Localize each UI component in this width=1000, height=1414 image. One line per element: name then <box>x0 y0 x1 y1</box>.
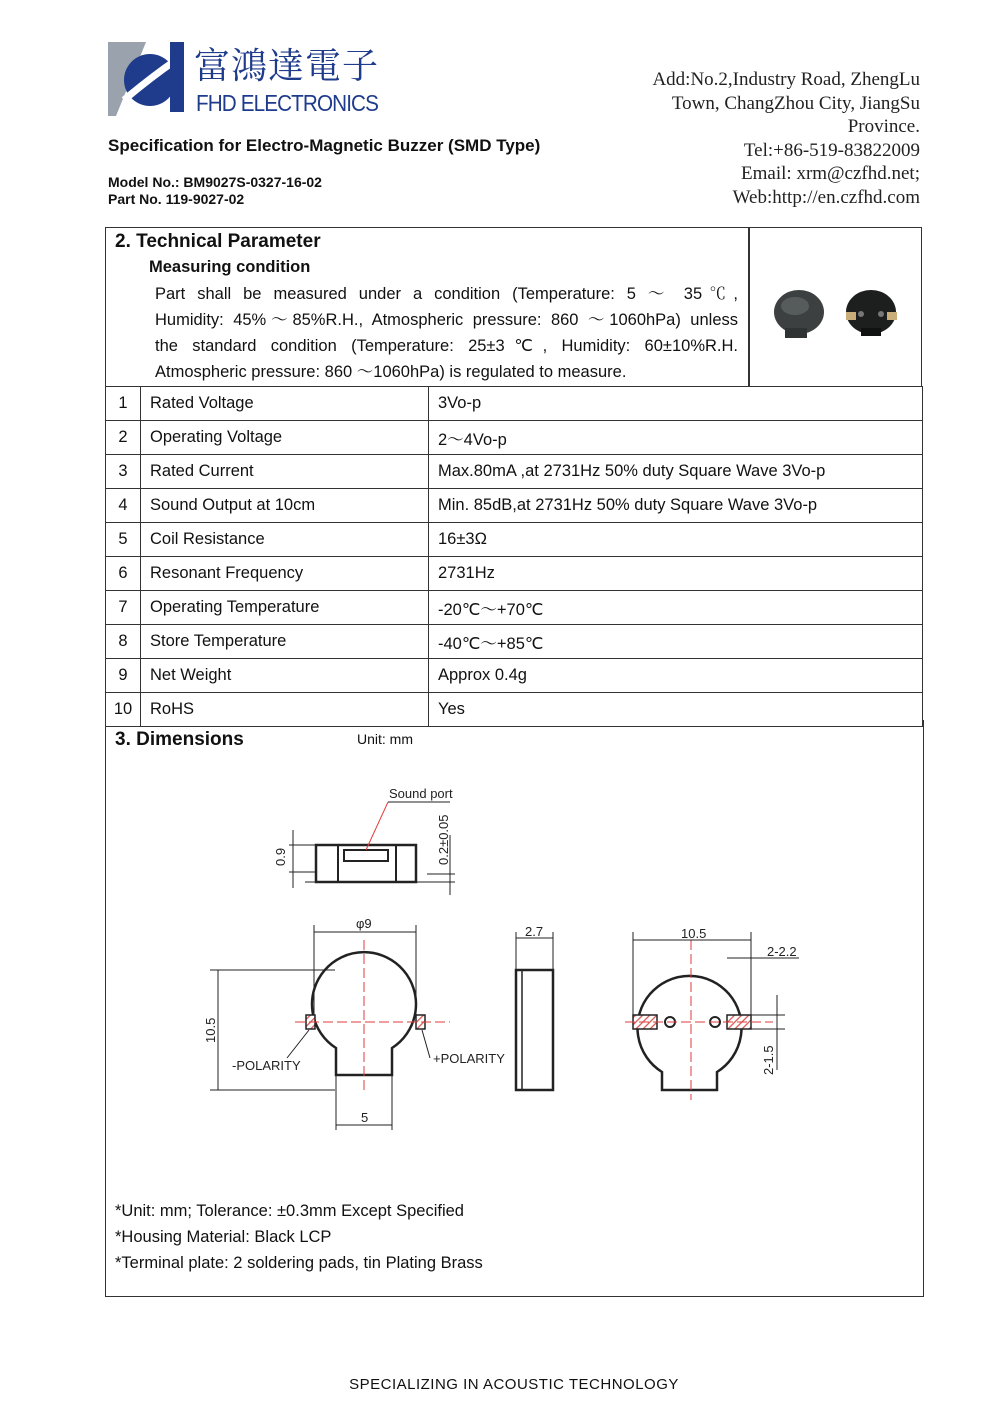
table-row <box>106 659 923 693</box>
param-value: Min. 85dB,at 2731Hz 50% duty Square Wave 3Vo-p <box>429 489 923 523</box>
row-number: 10 <box>106 693 141 727</box>
param-name: Net Weight <box>141 659 429 693</box>
param-name: Sound Output at 10cm <box>141 489 429 523</box>
note-line: *Terminal plate: 2 soldering pads, tin Plating Brass <box>115 1254 483 1272</box>
param-name: Operating Voltage <box>141 421 429 455</box>
table-row <box>106 625 923 659</box>
param-value: 3Vo-p <box>429 387 923 421</box>
negative-polarity-label: -POLARITY <box>232 1058 301 1073</box>
param-value: -20℃～+70℃ <box>429 591 923 625</box>
param-name: Operating Temperature <box>141 591 429 625</box>
thickness-label: 2.7 <box>525 924 544 939</box>
logo-mark-icon <box>106 38 186 118</box>
diameter-label: φ9 <box>356 916 372 931</box>
row-number: 5 <box>106 523 141 557</box>
product-photo-box <box>748 227 922 387</box>
measuring-line: the standard condition (Temperature: 25±3℃, Humidity: 60±10%R.H. <box>155 337 738 355</box>
param-value: Yes <box>429 693 923 727</box>
sound-port-label: Sound port <box>389 786 453 801</box>
height-label: 10.5 <box>203 1017 218 1043</box>
dimension-notes <box>115 1198 483 1276</box>
measuring-condition-title: Measuring condition <box>149 258 311 276</box>
table-row <box>106 387 923 421</box>
dimension-drawing <box>105 760 922 1150</box>
row-number: 6 <box>106 557 141 591</box>
row-number: 4 <box>106 489 141 523</box>
param-value: 2731Hz <box>429 557 923 591</box>
param-name: Coil Resistance <box>141 523 429 557</box>
positive-polarity-label: +POLARITY <box>433 1051 505 1066</box>
param-name: Rated Voltage <box>141 387 429 421</box>
param-name: RoHS <box>141 693 429 727</box>
row-number: 2 <box>106 421 141 455</box>
spec-title: Specification for Electro-Magnetic Buzzer (SMD Type) <box>108 136 541 155</box>
company-name-en: FHD ELECTRONICS <box>196 90 379 116</box>
measuring-line: Humidity: 45%～85%R.H., Atmospheric pressure: 860 ～1060hPa) unless <box>155 311 738 329</box>
side-height-label: 0.9 <box>273 847 288 866</box>
side-view-drawing <box>289 802 455 895</box>
footer-tagline: SPECIALIZING IN ACOUSTIC TECHNOLOGY <box>349 1376 679 1393</box>
company-logo <box>106 38 186 118</box>
measuring-line: Part shall be measured under a condition (Temperature: 5 ～ 35℃, <box>155 285 738 303</box>
tel-line: Tel:+86-519-83822009 <box>743 139 920 161</box>
address-line: Province. <box>847 116 920 137</box>
table-row <box>106 489 923 523</box>
param-value: 2～4Vo-p <box>429 421 923 455</box>
row-number: 1 <box>106 387 141 421</box>
pad-height-label: 2-1.5 <box>761 1045 776 1075</box>
table-row <box>106 421 923 455</box>
note-line: *Housing Material: Black LCP <box>115 1228 332 1246</box>
dimensions-section-title: 3. Dimensions <box>115 729 244 750</box>
parameter-table <box>105 386 923 727</box>
row-number: 8 <box>106 625 141 659</box>
table-row <box>106 455 923 489</box>
row-number: 7 <box>106 591 141 625</box>
param-value: 16±3Ω <box>429 523 923 557</box>
width-label: 10.5 <box>681 926 707 941</box>
company-address <box>560 68 920 209</box>
unit-label: Unit: mm <box>357 731 413 747</box>
side-tolerance-label: 0.2±0.05 <box>436 814 451 865</box>
param-name: Rated Current <box>141 455 429 489</box>
param-name: Store Temperature <box>141 625 429 659</box>
row-number: 9 <box>106 659 141 693</box>
param-value: -40℃～+85℃ <box>429 625 923 659</box>
email-line: Email: xrm@czfhd.net; <box>741 163 920 184</box>
buzzer-photo-icon <box>749 228 921 386</box>
profile-view-drawing <box>516 932 553 1090</box>
row-number: 3 <box>106 455 141 489</box>
front-view-drawing <box>210 925 450 1130</box>
pad-width-label: 2-2.2 <box>767 944 797 959</box>
address-line: Town, ChangZhou City, JiangSu <box>671 92 920 114</box>
measuring-condition-text <box>155 281 738 385</box>
web-line: Web:http://en.czfhd.com <box>732 186 920 208</box>
table-row <box>106 523 923 557</box>
measuring-line: Atmospheric pressure: 860 ～1060hPa) is regulated to measure. <box>155 363 627 381</box>
part-number: Part No. 119-9027-02 <box>108 191 245 207</box>
model-number: Model No.: BM9027S-0327-16-02 <box>108 174 322 190</box>
param-name: Resonant Frequency <box>141 557 429 591</box>
base-width-label: 5 <box>361 1110 369 1125</box>
param-value: Approx 0.4g <box>429 659 923 693</box>
table-row <box>106 557 923 591</box>
company-name-cn: 富鴻達電子 <box>194 46 380 87</box>
table-row <box>106 591 923 625</box>
technical-section-title: 2. Technical Parameter <box>115 231 321 252</box>
param-value: Max.80mA ,at 2731Hz 50% duty Square Wave 3Vo-p <box>429 455 923 489</box>
address-line: Add:No.2,Industry Road, ZhengLu <box>652 69 920 90</box>
note-line: *Unit: mm; Tolerance: ±0.3mm Except Specified <box>115 1202 464 1220</box>
